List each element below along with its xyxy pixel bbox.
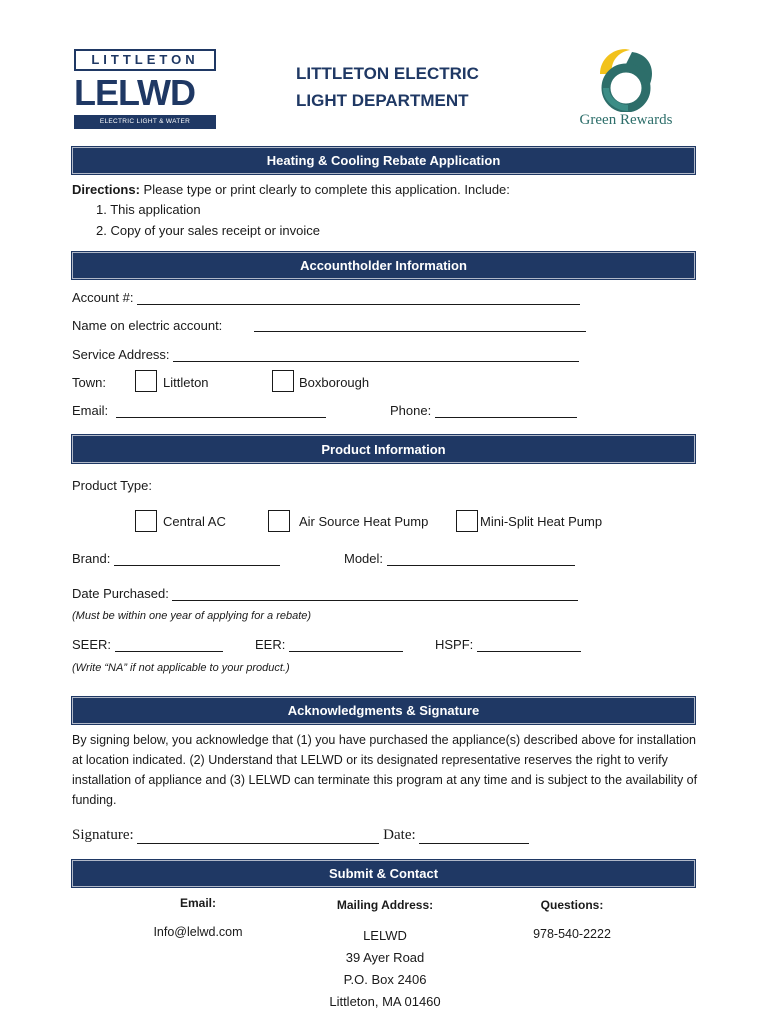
mini-split-checkbox[interactable] (456, 510, 478, 532)
green-rewards-logo (570, 44, 682, 134)
phone-field[interactable] (435, 404, 577, 418)
page-title (296, 60, 496, 114)
email-label: Email: (72, 403, 109, 418)
product-type-label: Product Type: (72, 478, 152, 493)
email-row (72, 403, 326, 418)
seer-field[interactable] (115, 638, 223, 652)
title-line-2: LIGHT DEPARTMENT (296, 91, 469, 110)
model-row (344, 551, 575, 566)
mail-line-1: LELWD (363, 928, 407, 943)
accountholder-heading: Accountholder Information (72, 252, 695, 279)
phone-label: Phone: (390, 403, 432, 418)
air-source-label: Air Source Heat Pump (299, 514, 429, 529)
hspf-label: HSPF: (435, 637, 474, 652)
title-line-1: LITTLETON ELECTRIC (296, 64, 479, 83)
logo-main-text: LELWD (74, 72, 195, 113)
brand-field[interactable] (114, 552, 280, 566)
acknowledgments-heading: Acknowledgments & Signature (72, 697, 695, 724)
mail-line-2: 39 Ayer Road (345, 950, 425, 965)
date-field[interactable] (172, 587, 578, 601)
mail-line-4: Littleton, MA 01460 (329, 994, 441, 1009)
signature-label: Signature: (72, 827, 134, 843)
logo-top-text: LITTLETON (74, 49, 216, 71)
town-littleton-label: Littleton (163, 375, 209, 390)
na-note: (Write “NA” if not applicable to your product.) (72, 662, 290, 674)
mail-line-3: P.O. Box 2406 (343, 972, 427, 987)
eer-label: EER: (255, 637, 286, 652)
contact-mail-label: Mailing Address: (336, 898, 434, 912)
logo-sub-text: ELECTRIC LIGHT & WATER DEPARTMENTS (74, 115, 216, 129)
address-label: Service Address: (72, 347, 170, 362)
contact-email-value[interactable]: Info@lelwd.com (153, 925, 243, 939)
green-rewards-text: Green Rewards (579, 112, 673, 128)
eer-field[interactable] (289, 638, 403, 652)
green-rewards-icon (570, 44, 682, 112)
town-littleton-checkbox[interactable] (135, 370, 157, 392)
seer-label: SEER: (72, 637, 112, 652)
acknowledgment-text: By signing below, you acknowledge that (1) you have purchased the appliance(s) described above for installation at location indicated. (2) Understand that LELWD or its designated representative reserves the right to verify installation of appliance and (3) LELWD can terminate this program at any time and is subject to the availability of funding. (72, 733, 698, 807)
form-title-bar: Heating & Cooling Rebate Application (72, 147, 695, 174)
central-ac-checkbox[interactable] (135, 510, 157, 532)
directions-item-2: 2. Copy of your sales receipt or invoice (96, 223, 320, 238)
mini-split-label: Mini-Split Heat Pump (480, 514, 603, 529)
contact-mail-address (305, 925, 465, 1013)
account-field[interactable] (137, 291, 580, 305)
brand-row (72, 551, 280, 566)
address-row (72, 347, 579, 362)
contact-phone-value: 978-540-2222 (533, 927, 611, 941)
directions-text: Please type or print clearly to complete this application. Include: (143, 182, 510, 197)
hspf-row (435, 637, 581, 652)
brand-label: Brand: (72, 551, 111, 566)
signature-field[interactable] (137, 828, 379, 844)
directions-label: Directions: (72, 182, 140, 197)
account-row (72, 290, 580, 305)
town-label: Town: (72, 375, 106, 390)
date-row (72, 586, 578, 601)
account-label: Account #: (72, 290, 134, 305)
directions-item-1: 1. This application (96, 202, 201, 217)
town-boxborough-label: Boxborough (299, 375, 370, 390)
model-label: Model: (344, 551, 384, 566)
lelwd-logo (74, 49, 216, 139)
central-ac-label: Central AC (163, 514, 226, 529)
hspf-field[interactable] (477, 638, 581, 652)
contact-questions-label: Questions: (540, 898, 604, 912)
date-label: Date Purchased: (72, 586, 169, 601)
phone-row (390, 403, 577, 418)
town-boxborough-checkbox[interactable] (272, 370, 294, 392)
contact-heading: Submit & Contact (72, 860, 695, 887)
eer-row (255, 637, 403, 652)
directions (72, 182, 510, 197)
contact-email-label: Email: (179, 896, 216, 910)
signature-row (72, 827, 529, 844)
address-field[interactable] (173, 348, 579, 362)
model-field[interactable] (387, 552, 575, 566)
air-source-checkbox[interactable] (268, 510, 290, 532)
name-label: Name on electric account: (72, 318, 223, 333)
email-field[interactable] (116, 404, 326, 418)
product-heading: Product Information (72, 435, 695, 463)
date-note: (Must be within one year of applying for a rebate) (72, 610, 312, 622)
seer-row (72, 637, 223, 652)
name-field[interactable] (254, 318, 586, 332)
signature-date-label: Date: (383, 827, 416, 843)
signature-date-field[interactable] (419, 828, 529, 844)
